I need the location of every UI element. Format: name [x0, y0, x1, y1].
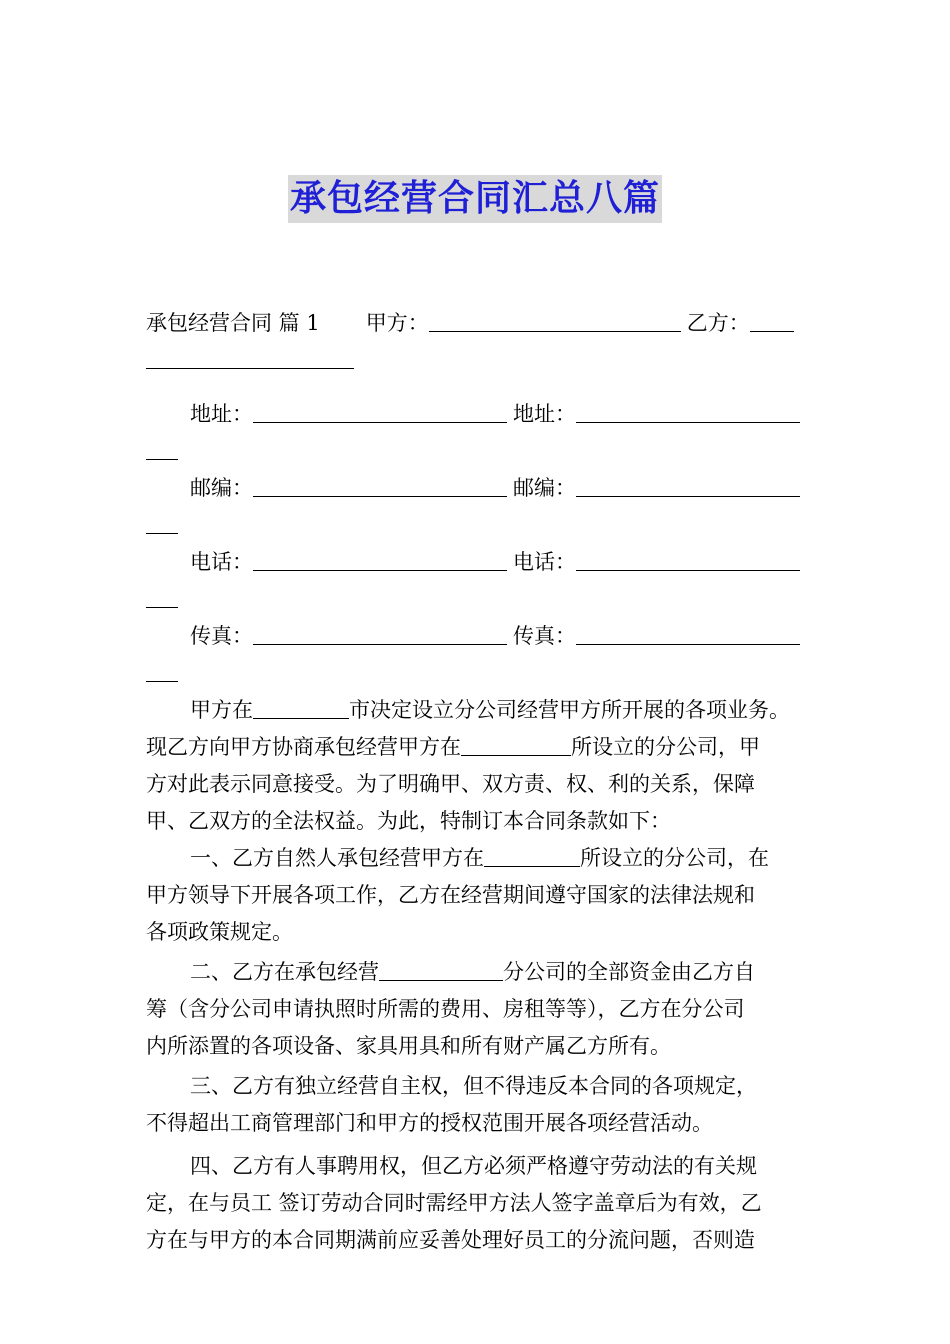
location-blank [461, 733, 571, 756]
clause-text: 一、乙方自然人承包经营甲方在 [190, 846, 484, 870]
phone-blank-b [576, 548, 800, 571]
intro-text: 甲方在 [190, 698, 253, 722]
header-line [146, 305, 811, 342]
fax-label-b: 传真： [513, 624, 576, 648]
postcode-label-b: 邮编： [513, 476, 576, 500]
phone-label-b: 电话： [513, 550, 576, 574]
header-continuation [146, 342, 811, 379]
clause-1-blank [484, 844, 580, 867]
clause-4-line-2: 定，在与员工 签订劳动合同时需经甲方法人签字盖章后为有效，乙 [146, 1191, 762, 1215]
document-body [146, 305, 811, 1259]
clause-3 [146, 1068, 811, 1142]
clause-text: 分公司的全部资金由乙方自 [503, 960, 755, 984]
clause-4 [146, 1148, 811, 1259]
address-blank-b [576, 400, 800, 423]
postcode-label-a: 邮编： [190, 476, 253, 500]
field-row-postcode [146, 470, 811, 507]
fax-blank-a [253, 622, 507, 645]
contract-name: 承包经营合同 篇 1 [146, 311, 320, 335]
fax-label-a: 传真： [190, 624, 253, 648]
party-b-blank [750, 309, 794, 332]
clause-1-line-1 [146, 840, 811, 877]
clause-1 [146, 840, 811, 951]
party-b-blank-cont [146, 346, 354, 369]
address-label-b: 地址： [513, 402, 576, 426]
clause-3-line-1: 三、乙方有独立经营自主权，但不得违反本合同的各项规定， [190, 1074, 757, 1098]
clause-text: 二、乙方在承包经营 [190, 960, 379, 984]
intro-paragraph [146, 692, 811, 840]
clause-2 [146, 954, 811, 1065]
clause-1-line-3: 各项政策规定。 [146, 920, 293, 944]
intro-line-2 [146, 729, 811, 766]
phone-blank-a [253, 548, 507, 571]
field-row-fax-cont [146, 655, 811, 692]
postcode-blank-b [576, 474, 800, 497]
postcode-blank-a [253, 474, 507, 497]
clause-1-line-2: 甲方领导下开展各项工作，乙方在经营期间遵守国家的法律法规和 [146, 883, 755, 907]
party-a-blank [429, 309, 681, 332]
field-row-address-cont [146, 433, 811, 470]
intro-line-4: 甲、乙双方的全法权益。为此，特制订本合同条款如下： [146, 809, 671, 833]
phone-label-a: 电话： [190, 550, 253, 574]
clause-4-line-3: 方在与甲方的本合同期满前应妥善处理好员工的分流问题，否则造 [146, 1228, 755, 1252]
intro-line-1 [146, 692, 811, 729]
field-row-phone [146, 544, 811, 581]
intro-text: 现乙方向甲方协商承包经营甲方在 [146, 735, 461, 759]
clause-2-blank [379, 958, 503, 981]
clause-2-line-3: 内所添置的各项设备、家具用具和所有财产属乙方所有。 [146, 1034, 671, 1058]
clause-text: 所设立的分公司，在 [580, 846, 769, 870]
clause-2-line-2: 筹（含分公司申请执照时所需的费用、房租等等），乙方在分公司 [146, 997, 745, 1021]
intro-text: 所设立的分公司，甲 [571, 735, 760, 759]
fax-blank-b [576, 622, 800, 645]
address-label-a: 地址： [190, 402, 253, 426]
address-blank-cont [146, 437, 178, 460]
field-row-phone-cont [146, 581, 811, 618]
intro-text: 市决定设立分公司经营甲方所开展的各项业务。 [349, 698, 790, 722]
clause-4-line-1: 四、乙方有人事聘用权，但乙方必须严格遵守劳动法的有关规 [190, 1154, 757, 1178]
postcode-blank-cont [146, 511, 178, 534]
address-blank-a [253, 400, 507, 423]
party-a-label: 甲方： [365, 311, 429, 335]
intro-line-3: 方对此表示同意接受。为了明确甲、双方责、权、利的关系，保障 [146, 772, 755, 796]
party-b-label: 乙方： [686, 311, 750, 335]
clause-3-line-2: 不得超出工商管理部门和甲方的授权范围开展各项经营活动。 [146, 1111, 713, 1135]
document-title-wrapper [0, 175, 950, 223]
city-blank [253, 696, 349, 719]
document-title: 承包经营合同汇总八篇 [288, 175, 662, 223]
field-row-fax [146, 618, 811, 655]
field-row-postcode-cont [146, 507, 811, 544]
phone-blank-cont [146, 585, 178, 608]
field-row-address [146, 396, 811, 433]
fax-blank-cont [146, 659, 178, 682]
clause-2-line-1 [146, 954, 811, 991]
